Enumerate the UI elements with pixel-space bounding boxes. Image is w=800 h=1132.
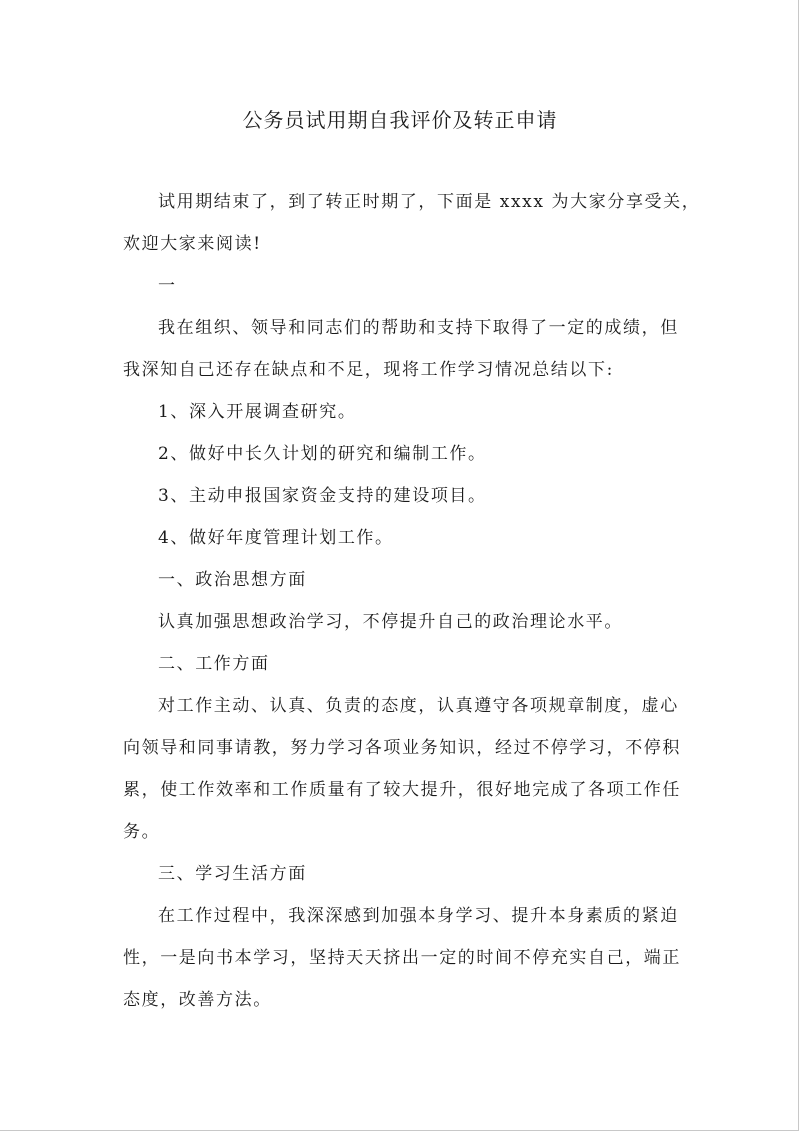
list-item: 4、做好年度管理计划工作。 xyxy=(158,528,394,548)
paragraph-line: 认真加强思想政治学习，不停提升自己的政治理论水平。 xyxy=(158,612,623,632)
paragraph-line: 欢迎大家来阅读! xyxy=(123,234,262,254)
paragraph-line: 试用期结束了，到了转正时期了，下面是 xxxx 为大家分享受关， xyxy=(158,192,701,212)
section-heading: 二、工作方面 xyxy=(158,654,270,674)
paragraph-line: 累，使工作效率和工作质量有了较大提升，很好地完成了各项工作任 xyxy=(123,780,681,800)
list-item: 1、深入开展调查研究。 xyxy=(158,402,357,422)
paragraph-line: 我深知自己还存在缺点和不足，现将工作学习情况总结以下: xyxy=(123,360,614,380)
list-item: 2、做好中长久计划的研究和编制工作。 xyxy=(158,444,487,464)
paragraph-line: 性，一是向书本学习，坚持天天挤出一定的时间不停充实自己，端正 xyxy=(123,948,681,968)
paragraph-line: 对工作主动、认真、负责的态度，认真遵守各项规章制度，虚心 xyxy=(158,696,679,716)
document-title: 公务员试用期自我评价及转正申请 xyxy=(242,108,558,132)
section-heading: 三、学习生活方面 xyxy=(158,864,307,884)
section-heading: 一、政治思想方面 xyxy=(158,570,307,590)
paragraph-line: 向领导和同事请教，努力学习各项业务知识，经过不停学习，不停积 xyxy=(123,738,681,758)
paragraph-line: 务。 xyxy=(123,822,161,842)
paragraph-line: 一 xyxy=(158,276,177,296)
paragraph-line: 我在组织、领导和同志们的帮助和支持下取得了一定的成绩，但 xyxy=(158,318,679,338)
paragraph-line: 在工作过程中，我深深感到加强本身学习、提升本身素质的紧迫 xyxy=(158,906,679,926)
list-item: 3、主动申报国家资金支持的建设项目。 xyxy=(158,486,487,506)
paragraph-line: 态度，改善方法。 xyxy=(123,990,272,1010)
